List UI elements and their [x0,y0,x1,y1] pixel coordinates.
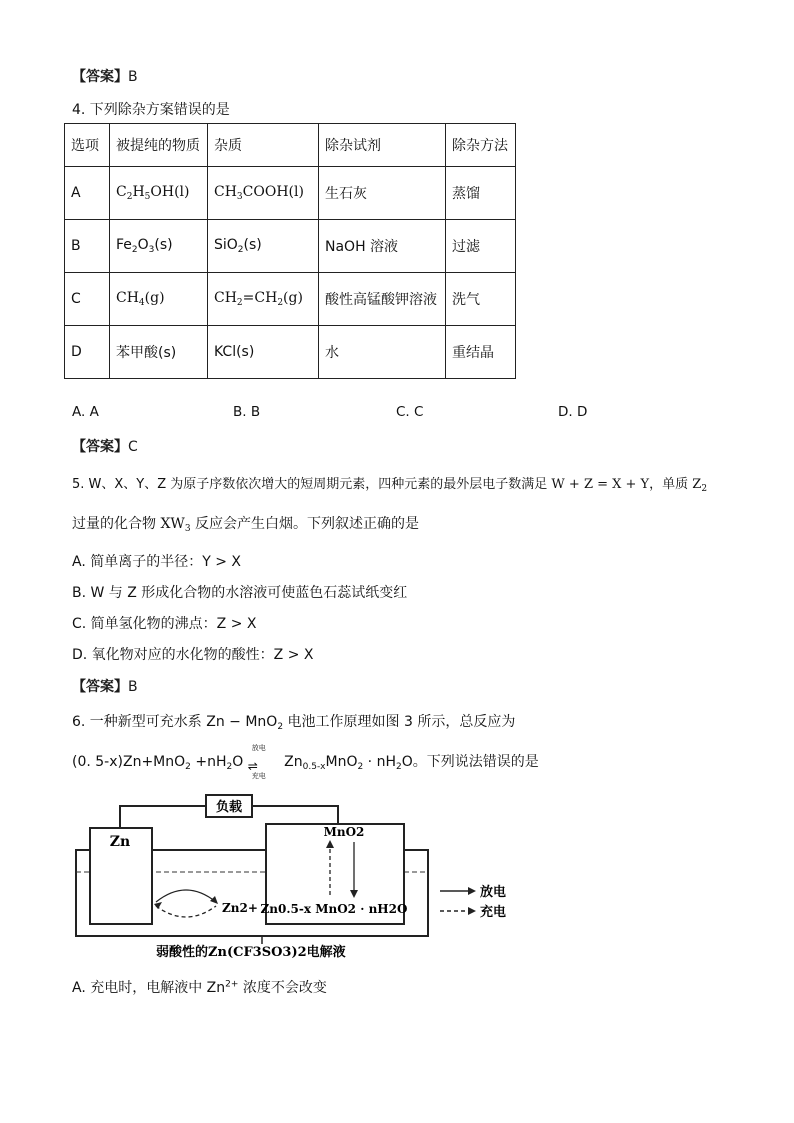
table-header-row [65,124,516,167]
q5-option-c: C. 简单氢化物的沸点：Z > X [72,616,257,632]
table-row [65,326,516,379]
cell-substance: $Fe_2O_3(s)$ [110,220,208,273]
q4-stem: 4. 下列除杂方案错误的是 [72,102,230,118]
q5-line1: 5. W、X、Y、Z 为原子序数依次增大的短周期元素，四种元素的最外层电子数满足 W + Z = X + Y，单质 $Z_2$ [72,477,708,494]
cell-impurity: SiO$_2$(s) [208,220,319,273]
answer-q5 [72,676,138,696]
q5-option-b: B. W 与 Z 形成化合物的水溶液可使蓝色石蕊试纸变红 [72,585,408,601]
answer-label: 【答案】 [72,679,128,695]
table-row [65,220,516,273]
q6-line1: 6. 一种新型可充水系 Zn − MnO$_2$ 电池工作原理如图 3 所示，总反应为 [72,714,516,732]
legend-discharge-label: 放电 [480,885,507,900]
electrolyte-label: 弱酸性的Zn(CF3SO3)2电解液 [156,945,346,960]
arrow-label-discharge: 放电 [251,744,266,752]
ion-label: Zn2+ [222,901,258,915]
cell-reagent: 水 [319,326,446,379]
arrowhead-icon [468,907,476,915]
header-cell: 除杂方法 [446,124,516,167]
header-cell: 被提纯的物质 [110,124,208,167]
answer-value: B [128,679,138,695]
cell-substance: $C_2H_5OH(l)$ [110,167,208,220]
battery-diagram [72,792,522,962]
cell-method: 过滤 [446,220,516,273]
arrowhead-icon [468,887,476,895]
answer-value: B [128,69,138,85]
equation-left: (0. $5-x)Zn+MnO_2 +nH_2O$ [72,754,244,772]
cell-option: D [65,326,110,379]
arrow-label-charge: 充电 [251,772,266,780]
q4-table [64,123,516,379]
answer-label: 【答案】 [72,69,128,85]
cell-reagent: NaOH 溶液 [319,220,446,273]
cell-option: B [65,220,110,273]
cell-method: 蒸馏 [446,167,516,220]
cell-option: A [65,167,110,220]
product-label: Zn0.5-x MnO2 · nH2O [260,902,408,916]
q4-option-d: D. D [558,404,588,420]
cell-method: 重结晶 [446,326,516,379]
cell-substance: $CH_4(g)$ [110,273,208,326]
answer-q3 [72,66,138,86]
wire-right [252,806,338,824]
load-label: 负载 [215,800,243,815]
q6-option-a: A. 充电时，电解液中 $Zn^{2+}$ 浓度不会改变 [72,979,327,996]
answer-label: 【答案】 [72,439,128,455]
equation-right: $Zn_{0.5-x}MnO_2 \cdot nH_2O$。下列说法错误的是 [284,754,539,772]
q4-option-b: B. B [233,404,261,420]
table-row [65,167,516,220]
q4-option-a: A. A [72,404,99,420]
reversible-arrow [247,744,280,780]
q5-option-d: D. 氧化物对应的水化物的酸性：Z > X [72,647,314,663]
mno2-label: MnO2 [323,825,365,839]
equilibrium-icon: ⇌ [247,759,258,773]
cell-substance: 苯甲酸(s) [110,326,208,379]
cell-option: C [65,273,110,326]
q5-line2: 过量的化合物 $XW_3$ 反应会产生白烟。下列叙述正确的是 [72,516,419,534]
header-cell: 除杂试剂 [319,124,446,167]
header-cell: 选项 [65,124,110,167]
q5-option-a: A. 简单离子的半径：Y > X [72,554,242,570]
legend-charge-label: 充电 [480,905,507,920]
q4-option-c: C. C [396,404,424,420]
cell-impurity: KCl(s) [208,326,319,379]
cell-impurity: $CH_2=CH_2(g)$ [208,273,319,326]
header-cell: 杂质 [208,124,319,167]
cell-reagent: 生石灰 [319,167,446,220]
cell-method: 洗气 [446,273,516,326]
cell-reagent: 酸性高锰酸钾溶液 [319,273,446,326]
answer-q4 [72,436,138,456]
answer-value: C [128,439,138,455]
q6-equation [72,744,539,780]
zn-label: Zn [109,834,131,850]
cell-impurity: $CH_3COOH(l)$ [208,167,319,220]
table-row [65,273,516,326]
